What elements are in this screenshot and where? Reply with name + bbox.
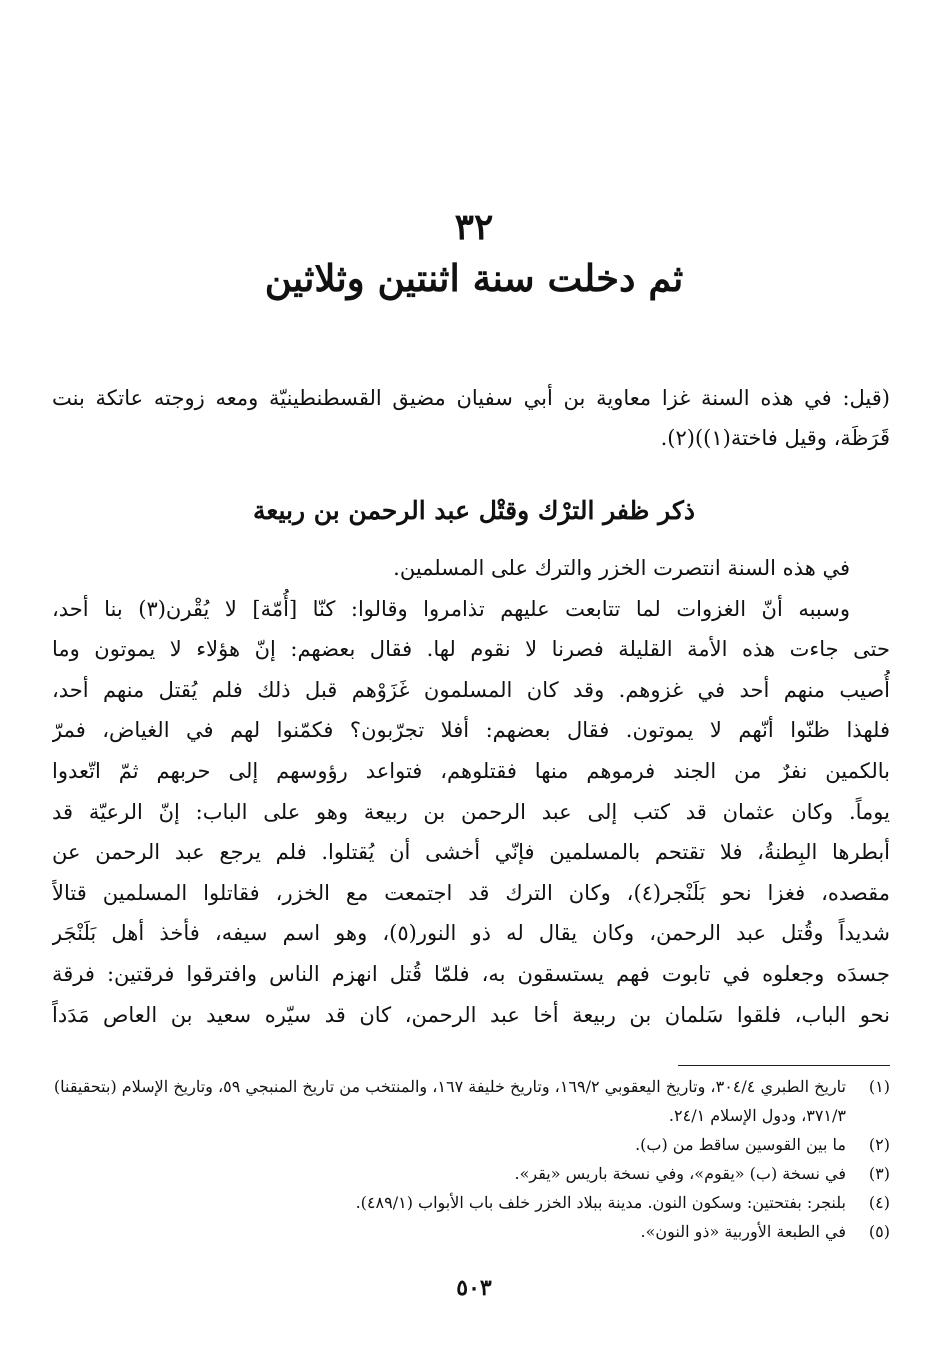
footnote-number: (٤)	[868, 1193, 890, 1212]
section-heading: ذكر ظفر الترْك وقتْل عبد الرحمن بن ربيعة	[252, 496, 695, 525]
footnote-number: (٢)	[868, 1135, 890, 1154]
body-line: يوماً. وكان عثمان قد كتب إلى عبد الرحمن بن ربيعة وهو على الباب: إنّ الرعيّة قد	[52, 799, 890, 824]
footnote	[52, 1188, 890, 1217]
footnote	[52, 1130, 890, 1159]
footnote-text: بلنجر: بفتحتين: وسكون النون. مدينة ببلاد الخزر خلف باب الأبواب (٤٨٩/١).	[355, 1193, 846, 1212]
footnote-number: (٣)	[868, 1164, 890, 1183]
body-line: جسدَه وجعلوه في تابوت فهم يستسقون به، فلمّا قُتل انهزم الناس وافترقوا فرقتين: فرقة	[52, 961, 890, 986]
body-line: نحو الباب، فلقوا سَلمان بن ربيعة أخا عبد الرحمن، كان قد سيّره سعيد بن العاص مَدَداً	[52, 1002, 890, 1027]
page-number: ٥٠٣	[456, 1275, 492, 1301]
footnote-number: (١)	[868, 1077, 890, 1096]
footnote-text: في الطبعة الأوربية «ذو النون».	[640, 1222, 846, 1241]
footnotes	[52, 1072, 890, 1246]
body-line: أبطرها البِطنةُ، فلا تقتحم بالمسلمين فإنّي أخشى أن يُقتلوا. فلم يرجع عبد الرحمن عن	[52, 840, 890, 865]
footnote-text: تاريخ الطبري ٣٠٤/٤، وتاريخ اليعقوبي ١٦٩/٢، وتاريخ خليفة ١٦٧، والمنتخب من تاريخ المنبجي ٥٩، وتاريخ الإسلام (بتحقيقنا) ٣٧١/٣، ودول الإسلام ٢٤/١.	[53, 1077, 846, 1125]
body-line: فلهذا ظنّوا أنّهم لا يموتون. فقال بعضهم: أفلا تجرّبون؟ فكمّنوا لهم في الغياض، فمرّ	[52, 718, 890, 743]
body-line: بالكمين نفرٌ من الجند فرموهم منها فقتلوهم، فتواعد رؤوسهم إلى حربهم ثمّ اتّعدوا	[52, 758, 890, 783]
chapter-title: ثم دخلت سنة اثنتين وثلاثين	[264, 256, 684, 300]
footnote-text: ما بين القوسين ساقط من (ب).	[635, 1135, 846, 1154]
section-body	[52, 548, 890, 1035]
footnote-text: في نسخة (ب) «يقوم»، وفي نسخة باريس «يقر».	[514, 1164, 846, 1183]
body-line: في هذه السنة انتصرت الخزر والترك على المسلمين.	[393, 556, 850, 580]
footnote	[52, 1217, 890, 1246]
footnote-divider	[678, 1065, 890, 1066]
footnote	[52, 1072, 890, 1130]
chapter-number: ٣٢	[454, 206, 494, 248]
body-line: حتى جاءت هذه الأمة القليلة فصرنا لا نقوم لها. فقال بعضهم: إنّ هؤلاء لا يموتون وما	[52, 637, 890, 662]
footnote-number: (٥)	[868, 1222, 890, 1241]
body-line: أُصيب منهم أحد في غزوهم. وقد كان المسلمون غَزَوْهم قبل ذلك فلم يُقتل منهم أحد،	[52, 677, 890, 702]
footnote	[52, 1159, 890, 1188]
body-line: وسببه أنّ الغزوات لما تتابعت عليهم تذامروا وقالوا: كنّا [أُمّة] لا يُقْرن(٣) بنا أحد،	[52, 596, 850, 621]
body-line: مقصده، فغزا نحو بَلَنْجر(٤)، وكان الترك قد اجتمعت مع الخزر، فقاتلوا المسلمين قتالاً	[52, 880, 890, 905]
intro-paragraph: (قيل: في هذه السنة غزا معاوية بن أبي سفيان مضيق القسطنطينيّة ومعه زوجته عاتكة بنت قَرَظَة، وقيل فاختة(١))(٢).	[52, 386, 890, 450]
body-line: شديداً وقُتل عبد الرحمن، وكان يقال له ذو النور(٥)، وهو اسم سيفه، فأخذ أهل بَلَنْجَر	[52, 921, 890, 946]
